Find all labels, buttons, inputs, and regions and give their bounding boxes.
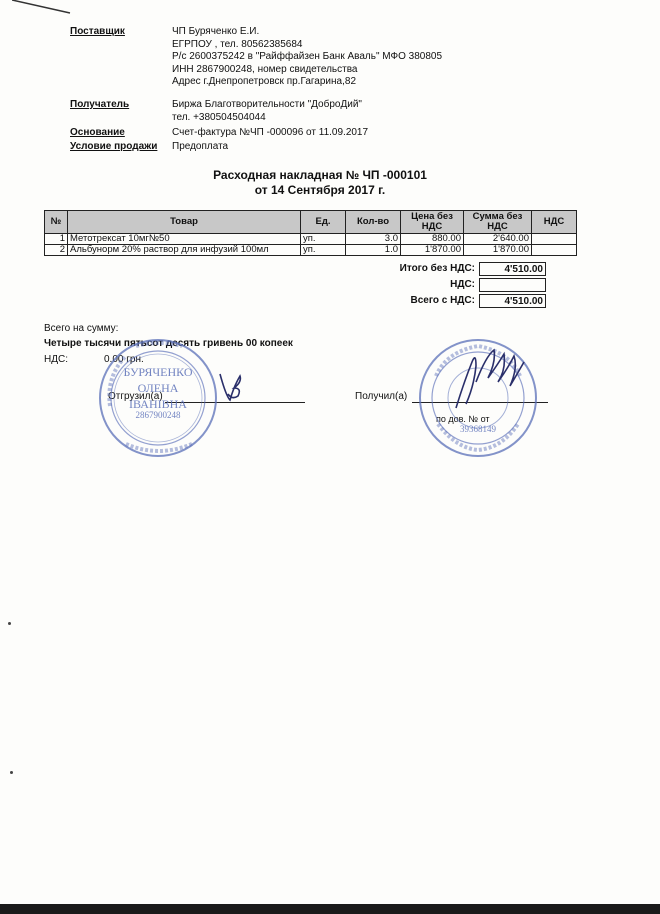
row-number: 1 — [45, 234, 68, 245]
total-with-vat-value: 4'510.00 — [479, 294, 546, 308]
table-row — [45, 234, 577, 245]
left-stamp-code: 2867900248 — [135, 410, 181, 420]
col-header-qty: Кол-во — [346, 211, 401, 234]
total-without-vat-label: Итого без НДС: — [399, 263, 475, 274]
left-seal-stamp — [96, 336, 220, 460]
supplier-label: Поставщик — [70, 26, 125, 37]
document-date: от 14 Сентября 2017 г. — [254, 183, 386, 197]
row-unit: уп. — [301, 245, 346, 256]
invoice-table — [44, 210, 577, 256]
total-sum-label: Всего на сумму: — [44, 323, 119, 334]
row-item: Метотрексат 10мг№50 — [68, 234, 301, 245]
basis-value: Счет-фактура №ЧП -000096 от 11.09.2017 — [172, 127, 369, 138]
col-header-unit: Ед. — [301, 211, 346, 234]
row-item: Альбунорм 20% раствор для инфузий 100мл — [68, 245, 301, 256]
row-vat — [532, 234, 577, 245]
supplier-details — [172, 26, 442, 89]
row-qty: 1.0 — [346, 245, 401, 256]
row-sum: 1'870.00 — [464, 245, 532, 256]
scan-artifact-line — [12, 0, 72, 14]
col-header-sum: Сумма без НДС — [464, 211, 532, 234]
col-header-number: № — [45, 211, 68, 234]
total-with-vat-label: Всего с НДС: — [410, 295, 475, 306]
summary-vat-value: 0.00 грн. — [104, 354, 144, 365]
shipper-signature — [212, 366, 252, 406]
left-stamp-name-line1: БУРЯЧЕНКО — [123, 365, 193, 379]
power-of-attorney-text: по дов. № от — [436, 414, 490, 424]
scan-speck — [8, 622, 11, 625]
supplier-line: Р/с 2600375242 в "Райффайзен Банк Аваль" МФО 380805 — [172, 51, 443, 62]
col-header-item: Товар — [68, 211, 301, 234]
scan-speck — [10, 771, 13, 774]
receiver-signature — [446, 342, 530, 414]
total-vat-label: НДС: — [450, 279, 475, 290]
total-vat-value — [479, 278, 546, 292]
total-sum-words: Четыре тысячи пятьсот десять гривень 00 копеек — [44, 338, 293, 349]
recipient-details — [172, 99, 362, 124]
shipped-by-label: Отгрузил(а) — [108, 391, 163, 402]
recipient-line: тел. +380504504044 — [172, 111, 266, 123]
document-title: Расходная накладная № ЧП -000101 — [213, 168, 427, 182]
received-by-label: Получил(а) — [355, 391, 408, 402]
supplier-line: ЕГРПОУ , тел. 80562385684 — [172, 38, 303, 50]
row-price: 1'870.00 — [401, 245, 464, 256]
table-header-row — [45, 211, 577, 234]
sale-terms-value: Предоплата — [172, 141, 229, 152]
row-qty: 3.0 — [346, 234, 401, 245]
recipient-label: Получатель — [70, 99, 130, 110]
col-header-vat: НДС — [532, 211, 577, 234]
supplier-line: ИНН 2867900248, номер свидетельства — [172, 63, 358, 75]
col-header-price: Цена без НДС — [401, 211, 464, 234]
sale-terms-label: Условие продажи — [70, 141, 158, 152]
row-vat — [532, 245, 577, 256]
row-price: 880.00 — [401, 234, 464, 245]
scan-bottom-edge — [0, 904, 660, 914]
recipient-line: Биржа Благотворительности "ДоброДий" — [172, 99, 362, 110]
right-stamp-code: 39368149 — [460, 424, 496, 434]
supplier-line: Адрес г.Днепропетровск пр.Гагарина,82 — [172, 76, 356, 87]
left-stamp-name-line3: ІВАНІВНА — [129, 397, 187, 411]
supplier-line: ЧП Буряченко Е.И. — [172, 26, 260, 37]
row-number: 2 — [45, 245, 68, 256]
table-row — [45, 245, 577, 256]
left-stamp-name-line2: ОЛЕНА — [137, 381, 179, 395]
row-unit: уп. — [301, 234, 346, 245]
summary-vat-label: НДС: — [44, 354, 68, 365]
basis-label: Основание — [70, 127, 125, 138]
row-sum: 2'640.00 — [464, 234, 532, 245]
total-without-vat-value: 4'510.00 — [479, 262, 546, 276]
